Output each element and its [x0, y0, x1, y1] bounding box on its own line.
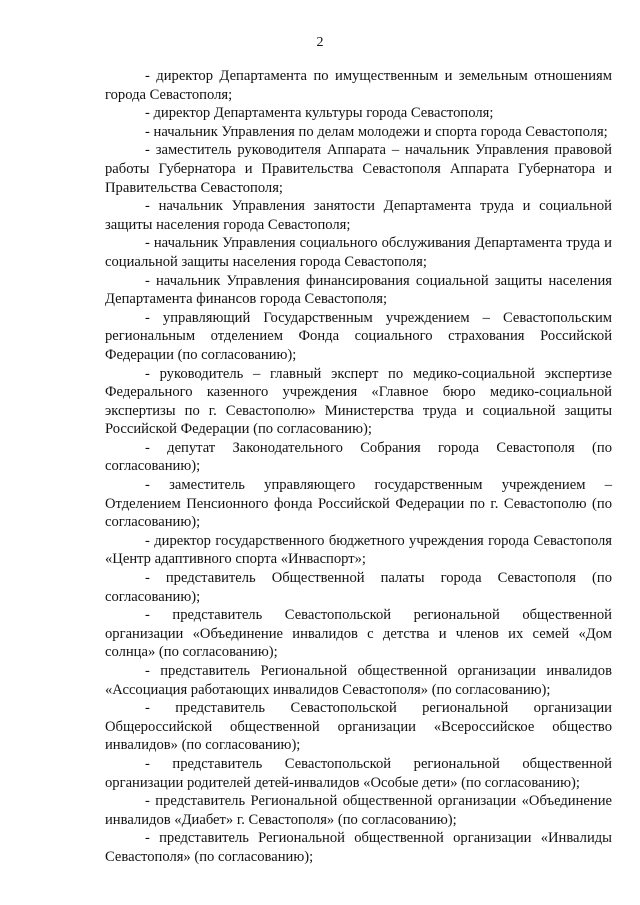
list-item: - директор Департамента культуры города Севастополя; [145, 105, 494, 122]
page-number: 2 [316, 35, 324, 50]
list-item: - начальник Управления социального обслуживания Департамента труда и социальной защиты населения города Севастополя; [105, 235, 612, 270]
list-item: - представитель Севастопольской региональной общественной организации родителей детей-инвалидов «Особые дети» (по согласованию); [105, 755, 612, 791]
list-item: - начальник Управления по делам молодежи и спорта города Севастополя; [145, 123, 608, 140]
list-item: - управляющий Государственным учреждением – Севастопольским региональным отделением Фонда социального страхования Российской Федерации (по согласованию); [105, 309, 612, 363]
list-item: - представитель Севастопольской региональной организации Общероссийской общественной организации «Всероссийское общество инвалидов» (по согласованию); [105, 700, 612, 754]
list-item: - представитель Региональной общественной организации инвалидов «Ассоциация работающих инвалидов Севастополя» (по согласованию); [105, 663, 612, 698]
list-item: - начальник Управления финансирования социальной защиты населения Департамента финансов города Севастополя; [105, 272, 612, 308]
list-item: - руководитель – главный эксперт по медико-социальной экспертизе Федерального казенного учреждения «Главное бюро медико-социальной экспертизы по г. Севастополю» Министерства труда и социальной защиты Российской Федерации (по согласованию); [105, 365, 612, 438]
list-item: - заместитель руководителя Аппарата – начальник Управления правовой работы Губернатора и Правительства Севастополя Аппарата Губернатора и Правительства Севастополя; [105, 142, 612, 196]
list-item: - представитель Севастопольской региональной общественной организации «Объединение инвалидов с детства и членов их семей «Дом солнца» (по согласованию); [105, 607, 612, 661]
list-item: - начальник Управления занятости Департамента труда и социальной защиты населения города Севастополя; [105, 198, 612, 233]
member-list [105, 67, 612, 867]
list-item: - представитель Региональной общественной организации «Инвалиды Севастополя» (по согласованию); [105, 830, 612, 865]
list-item: - директор государственного бюджетного учреждения города Севастополя «Центр адаптивного спорта «Инваспорт»; [105, 532, 612, 568]
list-item: - представитель Региональной общественной организации «Объединение инвалидов «Диабет» г. Севастополя» (по согласованию); [105, 793, 612, 828]
list-item: - заместитель управляющего государственным учреждением – Отделением Пенсионного фонда Российской Федерации по г. Севастополю (по согласованию); [105, 477, 612, 531]
list-item: - депутат Законодательного Собрания города Севастополя (по согласованию); [105, 439, 612, 475]
list-item: - представитель Общественной палаты города Севастополя (по согласованию); [105, 570, 612, 605]
list-item: - директор Департамента по имущественным и земельным отношениям города Севастополя; [105, 68, 612, 103]
